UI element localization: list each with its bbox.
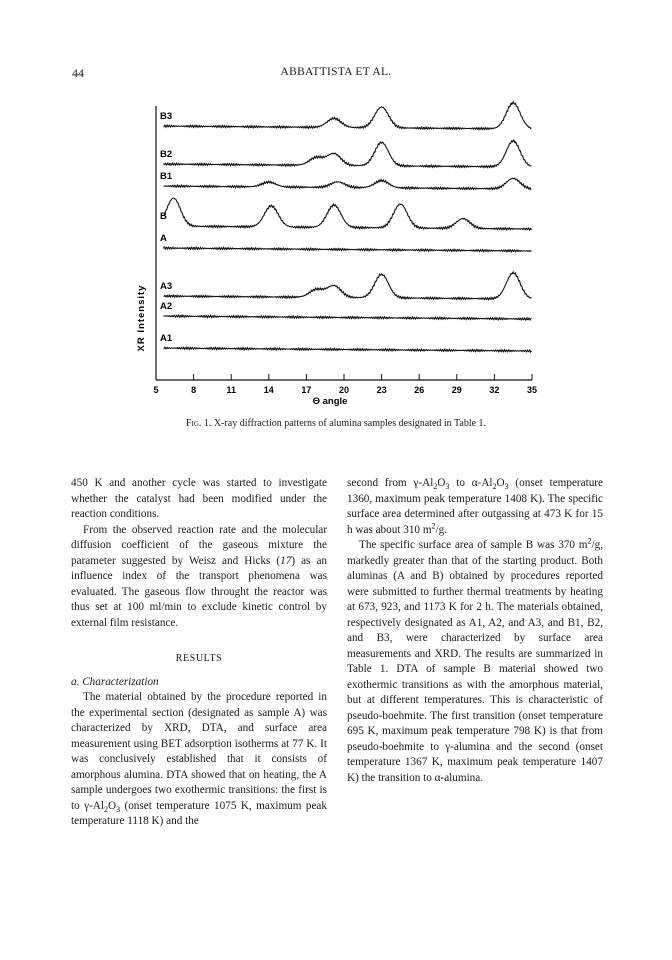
trace-b1 [164, 178, 532, 189]
x-tick-label: 29 [451, 385, 462, 395]
series-label-b: B [160, 211, 167, 222]
paragraph: The specific surface area of sample B was 370 $m^2/g$, markedly greater than that of the starting product. Both aluminas (A and B) obtained by procedures reported were submitted to further thermal treatments by heating at 673, 923, and 1173 K for 2 h. The materials obtained, respectively designated as A1, A2, and A3, and B1, B2, and B3, were characterized by surface area measurements and XRD. The results are summarized in Table 1. DTA of sample B material showed two exothermic transitions as with the amorphous material, but at different temperatures. This is characteristic of pseudo-boehmite. The first transition (onset temperature 695 K, maximum peak temperature 798 K) is that from pseudo-boehmite to γ-alumina and the second (onset temperature 1367 K, maximum peak temperature 1407 K) the transition to α-alumina. [347, 536, 603, 784]
x-tick-label: 5 [153, 385, 159, 395]
paragraph: 450 K and another cycle was started to investigate whether the catalyst had been modified under the reaction conditions. [71, 477, 327, 520]
x-tick-label: 26 [414, 385, 425, 395]
x-tick-label: 14 [263, 385, 274, 395]
plot-traces [164, 102, 532, 352]
caption-label: Fig. 1. [185, 418, 212, 429]
left-column [71, 476, 327, 830]
xrd-figure [130, 98, 540, 408]
trace-a [164, 247, 532, 252]
x-ticks [153, 374, 537, 395]
reference: 17 [280, 554, 292, 567]
series-label-a2: A2 [160, 301, 173, 312]
series-label-a: A [160, 233, 167, 244]
paragraph: second from $\gamma-Al_2O_3$ to $\alpha-Al_2O_3$ (onset temperature 1360, maximum peak temperature 1408 K). The specific surface area determined after outgassing at 473 K for 15 h was about 310 $m^2/g$. [347, 477, 603, 536]
trace-b3 [164, 102, 532, 130]
subsection-heading: a. Characterization [71, 675, 159, 688]
x-tick-label: 35 [526, 385, 538, 395]
y-axis-label: XR Intensity [136, 284, 147, 352]
series-label-b3: B3 [160, 111, 173, 122]
series-label-b1: B1 [160, 171, 173, 182]
x-tick-label: 23 [376, 385, 387, 395]
caption-text: X-ray diffraction patterns of alumina samples designated in Table 1. [213, 418, 487, 429]
trace-a2 [164, 315, 532, 320]
plot-frame [156, 106, 532, 380]
x-axis-label: Θ angle [312, 396, 348, 407]
paragraph: From the observed reaction rate and the molecular diffusion coefficient of the gaseous mixture the parameter suggested by Weisz and Hicks (17) as an influence index of the transport phenomena was evaluated. The gaseous flow throught the reactor was thus set at 100 ml/min to exclude kinetic control by external film resistance. [71, 523, 328, 629]
x-tick-label: 8 [191, 385, 197, 395]
x-tick-label: 17 [301, 385, 312, 395]
series-labels [160, 111, 173, 344]
right-column [347, 476, 603, 786]
x-tick-label: 11 [226, 385, 236, 395]
x-tick-label: 32 [489, 385, 500, 395]
series-label-b2: B2 [160, 149, 173, 160]
page-number: 44 [72, 66, 84, 80]
series-label-a3: A3 [160, 281, 173, 292]
running-head: ABBATTISTA ET AL. [280, 66, 392, 78]
trace-a1 [164, 347, 532, 352]
section-heading: RESULTS [175, 653, 223, 664]
figure-caption [0, 418, 672, 429]
trace-a3 [164, 272, 532, 300]
paragraph: The material obtained by the procedure reported in the experimental section (designated as sample A) was characterized by XRD, DTA, and surface area measurement using BET adsorption isotherms at 77 K. It was conclusively established that it consists of amorphous alumina. DTA showed that on heating, the A sample undergoes two exothermic transitions: the first is to $\gamma-Al_2O_3$ (onset temperature 1075 K, maximum peak temperature 1118 K) and the [71, 691, 327, 827]
trace-b [164, 198, 532, 230]
trace-b2 [164, 140, 532, 168]
x-tick-label: 20 [338, 385, 350, 395]
series-label-a1: A1 [160, 333, 173, 344]
